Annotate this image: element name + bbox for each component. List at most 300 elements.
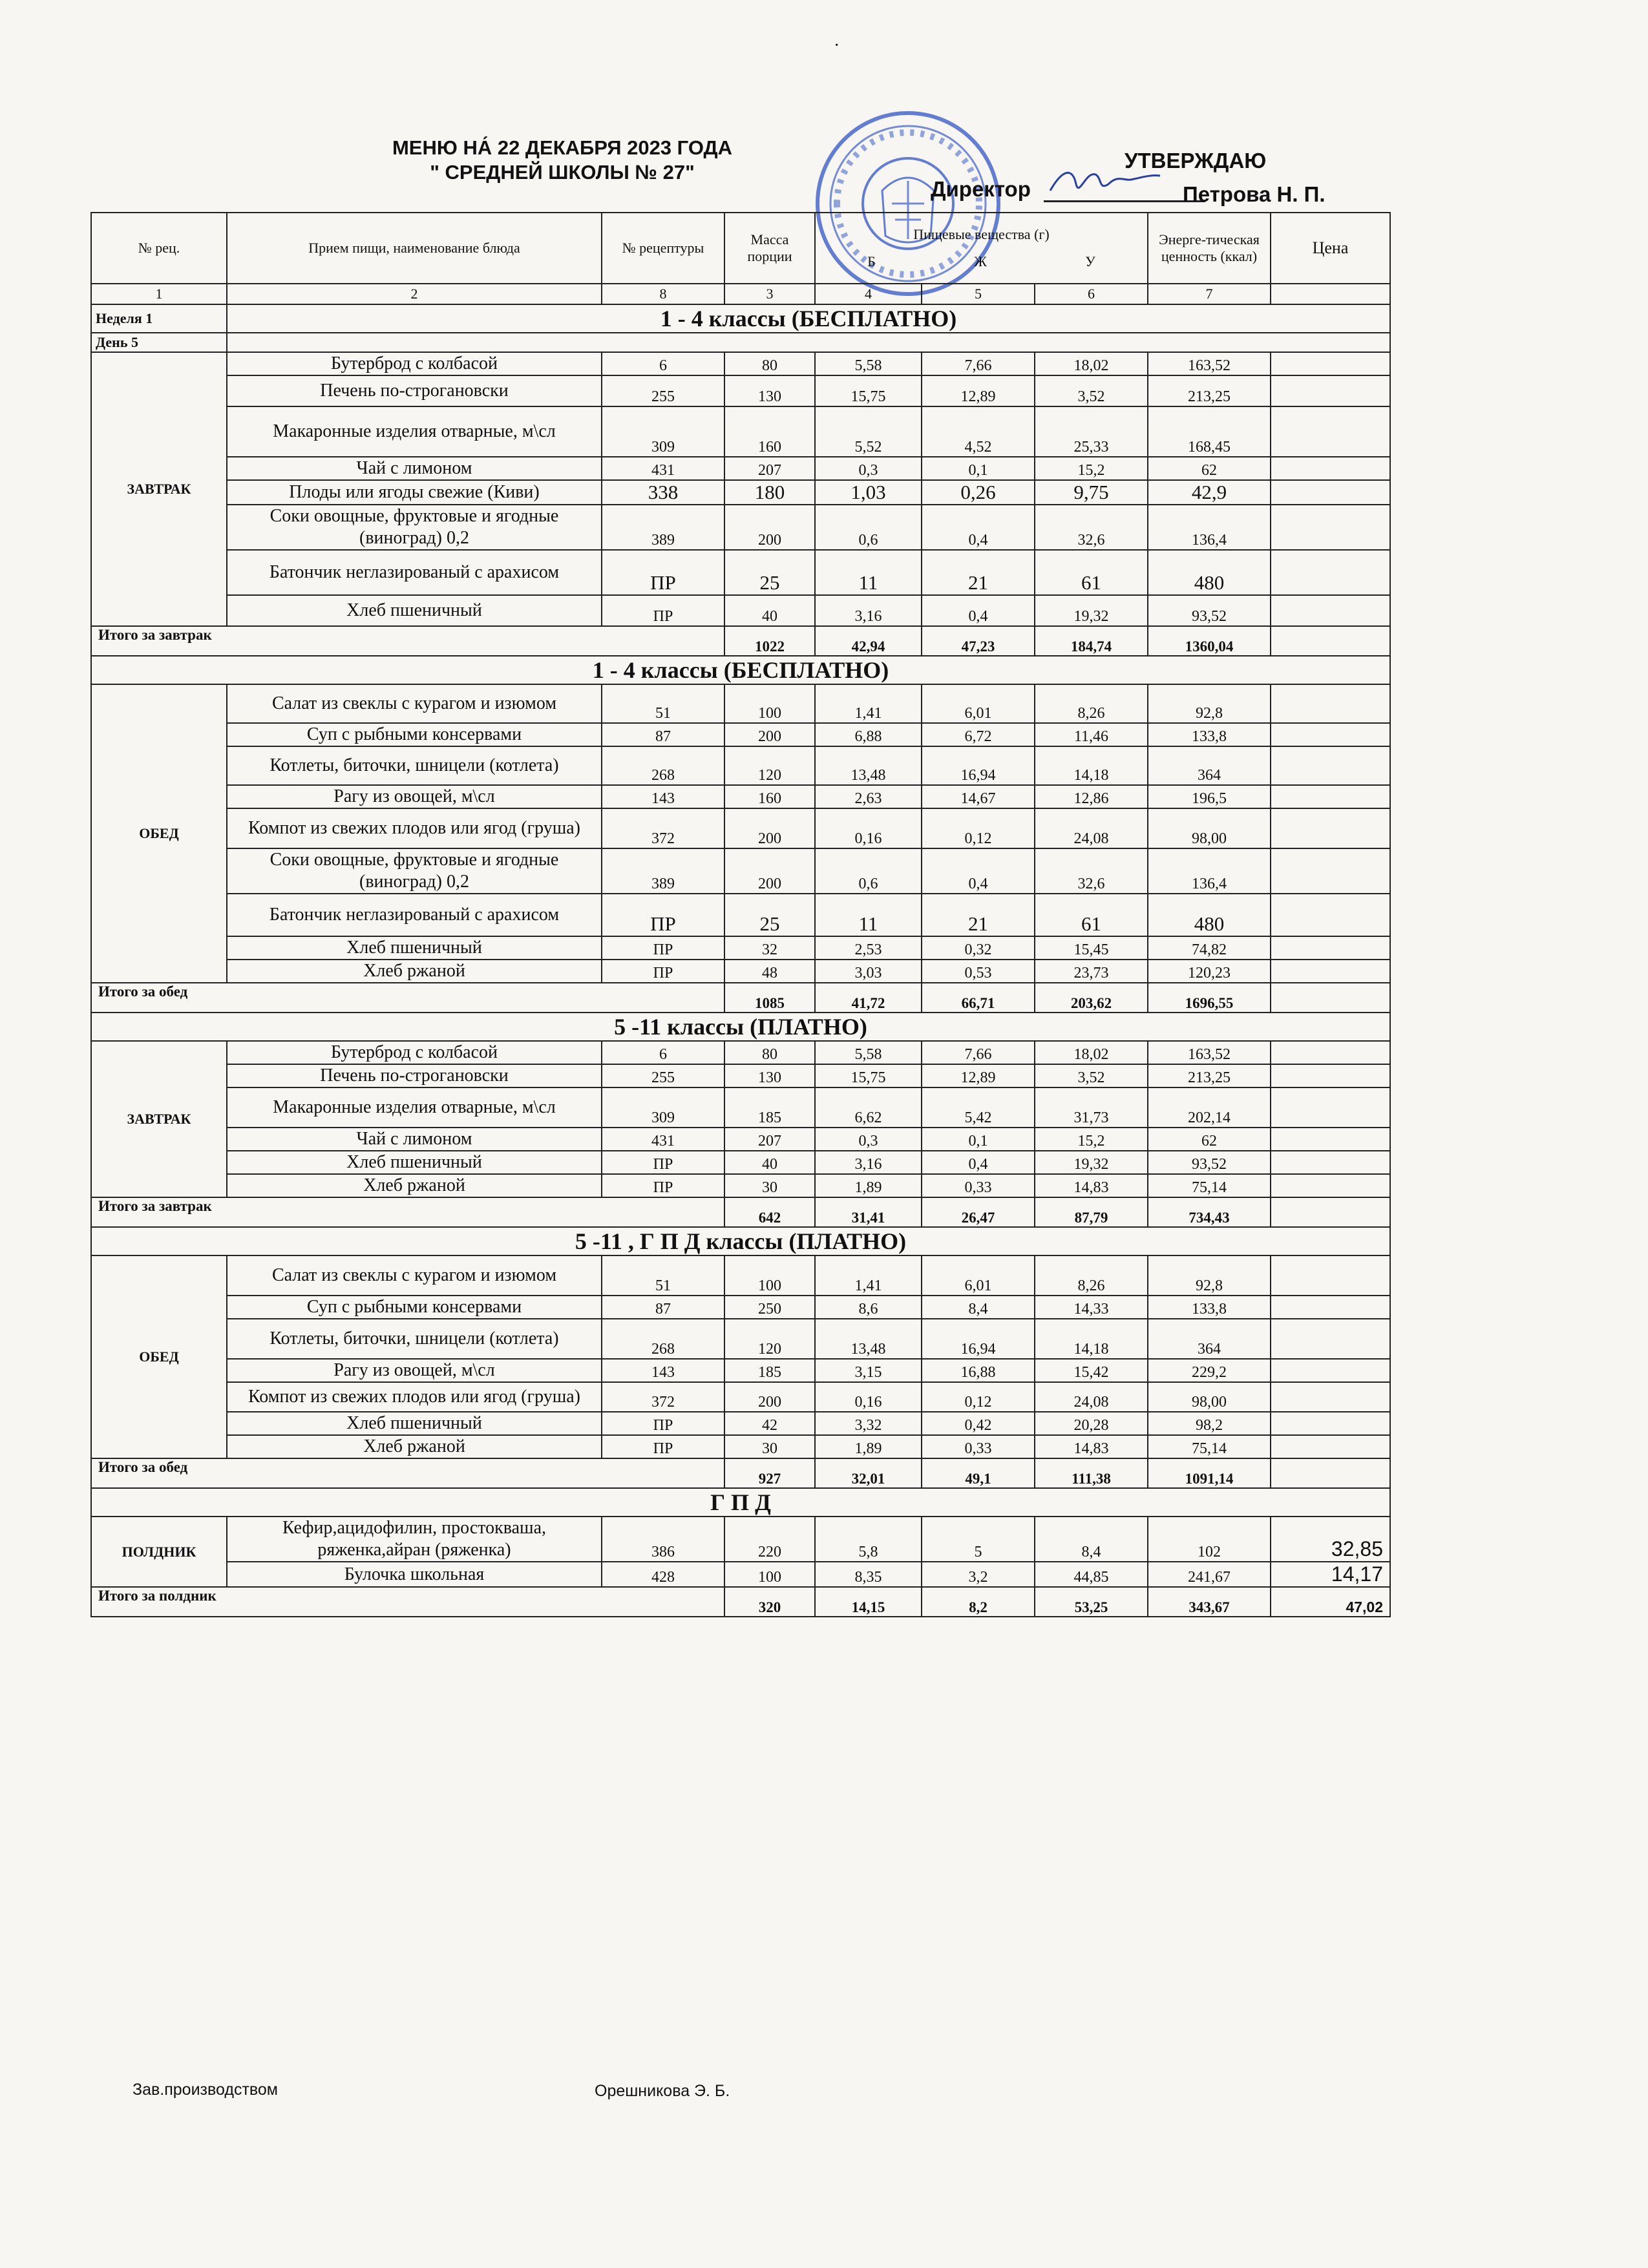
carb-value: 3,52	[1035, 1064, 1148, 1087]
col-nutrients-header	[815, 213, 1148, 284]
energy-value: 42,9	[1148, 480, 1271, 505]
carb-value: 15,45	[1035, 936, 1148, 960]
total-carb: 203,62	[1035, 983, 1148, 1013]
signature-line	[1044, 200, 1205, 202]
energy-value: 62	[1148, 1128, 1271, 1151]
fat-value: 16,94	[922, 746, 1035, 785]
week-label: Неделя 1	[91, 304, 227, 333]
dish-name: Хлеб ржаной	[227, 1174, 602, 1197]
total-label: Итого за завтрак	[91, 626, 724, 656]
fat-value: 21	[922, 550, 1035, 595]
recipe-number: 309	[602, 406, 724, 457]
price-value	[1271, 457, 1390, 480]
price-value	[1271, 406, 1390, 457]
protein-value: 0,16	[815, 808, 922, 848]
total-price: 47,02	[1271, 1587, 1390, 1617]
price-value	[1271, 1041, 1390, 1064]
protein-value: 3,15	[815, 1359, 922, 1382]
total-fat: 47,23	[922, 626, 1035, 656]
protein-value: 0,3	[815, 1128, 922, 1151]
recipe-number: ПР	[602, 960, 724, 983]
protein-value: 3,16	[815, 1151, 922, 1174]
table-row	[91, 480, 1390, 505]
portion-mass: 80	[724, 352, 815, 375]
portion-mass: 250	[724, 1296, 815, 1319]
total-carb: 53,25	[1035, 1587, 1148, 1617]
carb-value: 23,73	[1035, 960, 1148, 983]
recipe-number: 372	[602, 1382, 724, 1412]
table-row	[91, 550, 1390, 595]
total-mass: 642	[724, 1197, 815, 1227]
energy-value: 93,52	[1148, 1151, 1271, 1174]
price-value: 32,85	[1271, 1517, 1390, 1562]
carb-value: 24,08	[1035, 1382, 1148, 1412]
price-value	[1271, 894, 1390, 936]
column-number: 3	[724, 284, 815, 304]
table-row	[91, 1517, 1390, 1562]
carb-value: 19,32	[1035, 595, 1148, 626]
total-mass: 1022	[724, 626, 815, 656]
portion-mass: 120	[724, 746, 815, 785]
table-row	[91, 1296, 1390, 1319]
protein-value: 6,88	[815, 723, 922, 746]
energy-value: 136,4	[1148, 848, 1271, 894]
column-number: 4	[815, 284, 922, 304]
price-value	[1271, 1174, 1390, 1197]
fat-value: 0,33	[922, 1435, 1035, 1458]
total-mass: 1085	[724, 983, 815, 1013]
day-row-filler	[227, 333, 1390, 352]
dish-name: Хлеб пшеничный	[227, 1412, 602, 1435]
total-price	[1271, 626, 1390, 656]
fat-value: 6,72	[922, 723, 1035, 746]
col-dish-header: Прием пищи, наименование блюда	[227, 213, 602, 284]
total-protein: 31,41	[815, 1197, 922, 1227]
total-energy: 1360,04	[1148, 626, 1271, 656]
protein-value: 1,41	[815, 1255, 922, 1296]
dish-name: Котлеты, биточки, шницели (котлета)	[227, 746, 602, 785]
total-label: Итого за обед	[91, 1458, 724, 1488]
portion-mass: 40	[724, 1151, 815, 1174]
menu-title	[362, 136, 763, 185]
footer-position: Зав.производством	[132, 2081, 278, 2099]
fat-value: 0,53	[922, 960, 1035, 983]
dish-name: Компот из свежих плодов или ягод (груша)	[227, 1382, 602, 1412]
dish-name: Салат из свеклы с курагом и изюмом	[227, 684, 602, 723]
energy-value: 74,82	[1148, 936, 1271, 960]
total-mass: 927	[724, 1458, 815, 1488]
energy-value: 213,25	[1148, 1064, 1271, 1087]
protein-value: 5,8	[815, 1517, 922, 1562]
price-value	[1271, 746, 1390, 785]
protein-value: 11	[815, 550, 922, 595]
recipe-number: ПР	[602, 1412, 724, 1435]
dish-name: Плоды или ягоды свежие (Киви)	[227, 480, 602, 505]
price-value	[1271, 848, 1390, 894]
table-row	[91, 1319, 1390, 1359]
section-title: 1 - 4 классы (БЕСПЛАТНО)	[91, 656, 1390, 684]
table-row	[91, 723, 1390, 746]
carb-value: 8,4	[1035, 1517, 1148, 1562]
table-row	[91, 1087, 1390, 1128]
energy-value: 120,23	[1148, 960, 1271, 983]
carb-value: 32,6	[1035, 848, 1148, 894]
fat-value: 0,32	[922, 936, 1035, 960]
meal-label: ОБЕД	[91, 684, 227, 983]
meal-label: ЗАВТРАК	[91, 1041, 227, 1197]
fat-value: 12,89	[922, 1064, 1035, 1087]
dish-name: Соки овощные, фруктовые и ягодные (виноград) 0,2	[227, 848, 602, 894]
protein-value: 1,41	[815, 684, 922, 723]
portion-mass: 32	[724, 936, 815, 960]
carb-value: 18,02	[1035, 1041, 1148, 1064]
total-price	[1271, 1197, 1390, 1227]
table-row	[91, 936, 1390, 960]
nutrients-label: Пищевые вещества (г)	[913, 226, 1050, 242]
dish-name: Чай с лимоном	[227, 457, 602, 480]
table-row	[91, 1435, 1390, 1458]
nutrients-subheader	[818, 253, 1145, 270]
fat-value: 16,94	[922, 1319, 1035, 1359]
recipe-number: 431	[602, 1128, 724, 1151]
recipe-number: ПР	[602, 1174, 724, 1197]
total-row	[91, 1197, 1390, 1227]
portion-mass: 160	[724, 406, 815, 457]
recipe-number: 309	[602, 1087, 724, 1128]
carb-value: 14,83	[1035, 1174, 1148, 1197]
recipe-number: 51	[602, 684, 724, 723]
section-title-row	[91, 656, 1390, 684]
portion-mass: 220	[724, 1517, 815, 1562]
dish-name: Бутерброд с колбасой	[227, 1041, 602, 1064]
price-value	[1271, 1319, 1390, 1359]
column-number: 7	[1148, 284, 1271, 304]
table-row	[91, 406, 1390, 457]
dish-name: Хлеб пшеничный	[227, 595, 602, 626]
price-value	[1271, 595, 1390, 626]
col-price-header: Цена	[1271, 213, 1390, 284]
dish-name: Хлеб пшеничный	[227, 1151, 602, 1174]
recipe-number: 268	[602, 1319, 724, 1359]
portion-mass: 130	[724, 1064, 815, 1087]
energy-value: 480	[1148, 550, 1271, 595]
total-row	[91, 626, 1390, 656]
total-label: Итого за завтрак	[91, 1197, 724, 1227]
day-row	[91, 333, 1390, 352]
price-value	[1271, 1296, 1390, 1319]
protein-value: 2,63	[815, 785, 922, 808]
dish-name: Суп с рыбными консервами	[227, 723, 602, 746]
director-name: Петрова Н. П.	[1183, 182, 1326, 206]
portion-mass: 200	[724, 808, 815, 848]
fat-value: 0,1	[922, 457, 1035, 480]
dish-name: Соки овощные, фруктовые и ягодные (виноград) 0,2	[227, 505, 602, 550]
portion-mass: 200	[724, 1382, 815, 1412]
protein-value: 0,3	[815, 457, 922, 480]
carb-value: 19,32	[1035, 1151, 1148, 1174]
fat-value: 5,42	[922, 1087, 1035, 1128]
total-protein: 41,72	[815, 983, 922, 1013]
column-numbers-row	[91, 284, 1390, 304]
recipe-number: 87	[602, 723, 724, 746]
carb-value: 8,26	[1035, 684, 1148, 723]
protein-value: 5,58	[815, 1041, 922, 1064]
fat-value: 0,4	[922, 595, 1035, 626]
recipe-number: 143	[602, 1359, 724, 1382]
recipe-number: 372	[602, 808, 724, 848]
portion-mass: 200	[724, 848, 815, 894]
table-row	[91, 848, 1390, 894]
table-row	[91, 595, 1390, 626]
price-value	[1271, 1151, 1390, 1174]
column-number: 6	[1035, 284, 1148, 304]
fat-value: 0,1	[922, 1128, 1035, 1151]
fat-value: 0,42	[922, 1412, 1035, 1435]
portion-mass: 130	[724, 375, 815, 406]
fat-value: 0,26	[922, 480, 1035, 505]
dish-name: Печень по-строгановски	[227, 375, 602, 406]
fat-value: 14,67	[922, 785, 1035, 808]
fat-value: 12,89	[922, 375, 1035, 406]
energy-value: 163,52	[1148, 1041, 1271, 1064]
portion-mass: 200	[724, 723, 815, 746]
price-value	[1271, 505, 1390, 550]
recipe-number: ПР	[602, 595, 724, 626]
carb-value: 31,73	[1035, 1087, 1148, 1128]
fat-value: 6,01	[922, 1255, 1035, 1296]
carb-value: 15,2	[1035, 457, 1148, 480]
menu-table	[90, 212, 1391, 1617]
fat-value: 0,12	[922, 1382, 1035, 1412]
total-protein: 42,94	[815, 626, 922, 656]
dish-name: Рагу из овощей, м\сл	[227, 1359, 602, 1382]
price-value	[1271, 808, 1390, 848]
dish-name: Бутерброд с колбасой	[227, 352, 602, 375]
recipe-number: 386	[602, 1517, 724, 1562]
dish-name: Хлеб ржаной	[227, 960, 602, 983]
energy-value: 62	[1148, 457, 1271, 480]
fat-value: 0,12	[922, 808, 1035, 848]
total-fat: 66,71	[922, 983, 1035, 1013]
price-value	[1271, 1087, 1390, 1128]
carb-value: 32,6	[1035, 505, 1148, 550]
fat-value: 0,33	[922, 1174, 1035, 1197]
portion-mass: 180	[724, 480, 815, 505]
carb-value: 61	[1035, 550, 1148, 595]
dish-name: Батончик неглазированый с арахисом	[227, 894, 602, 936]
price-value	[1271, 785, 1390, 808]
protein-value: 5,58	[815, 352, 922, 375]
recipe-number: 6	[602, 352, 724, 375]
total-energy: 343,67	[1148, 1587, 1271, 1617]
dish-name: Чай с лимоном	[227, 1128, 602, 1151]
carb-value: 24,08	[1035, 808, 1148, 848]
energy-value: 480	[1148, 894, 1271, 936]
portion-mass: 48	[724, 960, 815, 983]
total-protein: 32,01	[815, 1458, 922, 1488]
total-price	[1271, 983, 1390, 1013]
column-number: 8	[602, 284, 724, 304]
menu-title-line2: " СРЕДНЕЙ ШКОЛЫ № 27"	[430, 161, 695, 184]
week-row	[91, 304, 1390, 333]
energy-value: 102	[1148, 1517, 1271, 1562]
col-energy-header: Энерге-тическая ценность (ккал)	[1148, 213, 1271, 284]
table-row	[91, 684, 1390, 723]
energy-value: 163,52	[1148, 352, 1271, 375]
price-value	[1271, 723, 1390, 746]
fat-value: 0,4	[922, 1151, 1035, 1174]
total-label: Итого за полдник	[91, 1587, 724, 1617]
table-row	[91, 1128, 1390, 1151]
total-energy: 1696,55	[1148, 983, 1271, 1013]
energy-value: 213,25	[1148, 375, 1271, 406]
total-price	[1271, 1458, 1390, 1488]
fat-value: 6,01	[922, 684, 1035, 723]
table-row	[91, 505, 1390, 550]
protein-value: 15,75	[815, 375, 922, 406]
energy-value: 364	[1148, 746, 1271, 785]
carb-value: 8,26	[1035, 1255, 1148, 1296]
recipe-number: ПР	[602, 936, 724, 960]
carb-value: 25,33	[1035, 406, 1148, 457]
dish-name: Компот из свежих плодов или ягод (груша)	[227, 808, 602, 848]
protein-value: 1,89	[815, 1435, 922, 1458]
protein-value: 15,75	[815, 1064, 922, 1087]
protein-value: 1,03	[815, 480, 922, 505]
protein-value: 8,6	[815, 1296, 922, 1319]
protein-value: 5,52	[815, 406, 922, 457]
dish-name: Суп с рыбными консервами	[227, 1296, 602, 1319]
total-carb: 87,79	[1035, 1197, 1148, 1227]
table-row	[91, 1174, 1390, 1197]
dish-name: Кефир,ацидофилин, простокваша, ряженка,айран (ряженка)	[227, 1517, 602, 1562]
protein-value: 2,53	[815, 936, 922, 960]
table-row	[91, 785, 1390, 808]
price-value	[1271, 550, 1390, 595]
recipe-number: 143	[602, 785, 724, 808]
dish-name: Макаронные изделия отварные, м\сл	[227, 1087, 602, 1128]
recipe-number: ПР	[602, 550, 724, 595]
col-recipe-header: № рецептуры	[602, 213, 724, 284]
fat-value: 7,66	[922, 352, 1035, 375]
table-row	[91, 960, 1390, 983]
portion-mass: 25	[724, 894, 815, 936]
col-u-header: У	[1085, 253, 1095, 269]
protein-value: 3,03	[815, 960, 922, 983]
protein-value: 6,62	[815, 1087, 922, 1128]
recipe-number: 389	[602, 848, 724, 894]
column-number: 2	[227, 284, 602, 304]
section-title: 1 - 4 классы (БЕСПЛАТНО)	[227, 304, 1390, 333]
fat-value: 0,4	[922, 505, 1035, 550]
recipe-number: 255	[602, 375, 724, 406]
total-row	[91, 983, 1390, 1013]
protein-value: 11	[815, 894, 922, 936]
portion-mass: 100	[724, 1562, 815, 1587]
meal-label: ЗАВТРАК	[91, 352, 227, 626]
recipe-number: 268	[602, 746, 724, 785]
meal-label: ПОЛДНИК	[91, 1517, 227, 1587]
portion-mass: 80	[724, 1041, 815, 1064]
energy-value: 229,2	[1148, 1359, 1271, 1382]
protein-value: 1,89	[815, 1174, 922, 1197]
dish-name: Котлеты, биточки, шницели (котлета)	[227, 1319, 602, 1359]
recipe-number: ПР	[602, 1151, 724, 1174]
carb-value: 9,75	[1035, 480, 1148, 505]
total-row	[91, 1587, 1390, 1617]
approve-label: УТВЕРЖДАЮ	[1125, 149, 1267, 173]
fat-value: 3,2	[922, 1562, 1035, 1587]
protein-value: 13,48	[815, 1319, 922, 1359]
table-row	[91, 352, 1390, 375]
energy-value: 202,14	[1148, 1087, 1271, 1128]
section-title-row	[91, 1013, 1390, 1041]
protein-value: 0,16	[815, 1382, 922, 1412]
total-label: Итого за обед	[91, 983, 724, 1013]
table-row	[91, 894, 1390, 936]
table-row	[91, 1041, 1390, 1064]
price-value	[1271, 1412, 1390, 1435]
price-value	[1271, 960, 1390, 983]
fat-value: 8,4	[922, 1296, 1035, 1319]
dish-name: Хлеб пшеничный	[227, 936, 602, 960]
fat-value: 0,4	[922, 848, 1035, 894]
carb-value: 11,46	[1035, 723, 1148, 746]
portion-mass: 100	[724, 1255, 815, 1296]
portion-mass: 185	[724, 1359, 815, 1382]
portion-mass: 30	[724, 1174, 815, 1197]
carb-value: 20,28	[1035, 1412, 1148, 1435]
col-b-header: Б	[867, 253, 876, 269]
protein-value: 8,35	[815, 1562, 922, 1587]
section-title: 5 -11 классы (ПЛАТНО)	[91, 1013, 1390, 1041]
table-row	[91, 1359, 1390, 1382]
protein-value: 13,48	[815, 746, 922, 785]
portion-mass: 200	[724, 505, 815, 550]
total-carb: 184,74	[1035, 626, 1148, 656]
total-mass: 320	[724, 1587, 815, 1617]
carb-value: 15,42	[1035, 1359, 1148, 1382]
carb-value: 44,85	[1035, 1562, 1148, 1587]
recipe-number: 255	[602, 1064, 724, 1087]
column-number: 5	[922, 284, 1035, 304]
energy-value: 133,8	[1148, 1296, 1271, 1319]
price-value	[1271, 352, 1390, 375]
section-title-row	[91, 1227, 1390, 1255]
recipe-number: ПР	[602, 1435, 724, 1458]
price-value	[1271, 1128, 1390, 1151]
protein-value: 0,6	[815, 848, 922, 894]
total-energy: 734,43	[1148, 1197, 1271, 1227]
table-row	[91, 1382, 1390, 1412]
dish-name: Макаронные изделия отварные, м\сл	[227, 406, 602, 457]
portion-mass: 100	[724, 684, 815, 723]
table-row	[91, 1255, 1390, 1296]
col-zh-header: Ж	[974, 253, 987, 269]
fat-value: 21	[922, 894, 1035, 936]
energy-value: 98,00	[1148, 808, 1271, 848]
total-carb: 111,38	[1035, 1458, 1148, 1488]
section-title: 5 -11 , Г П Д классы (ПЛАТНО)	[91, 1227, 1390, 1255]
table-row	[91, 375, 1390, 406]
energy-value: 93,52	[1148, 595, 1271, 626]
carb-value: 14,33	[1035, 1296, 1148, 1319]
recipe-number: 389	[602, 505, 724, 550]
dish-name: Рагу из овощей, м\сл	[227, 785, 602, 808]
portion-mass: 207	[724, 457, 815, 480]
protein-value: 0,6	[815, 505, 922, 550]
total-fat: 49,1	[922, 1458, 1035, 1488]
